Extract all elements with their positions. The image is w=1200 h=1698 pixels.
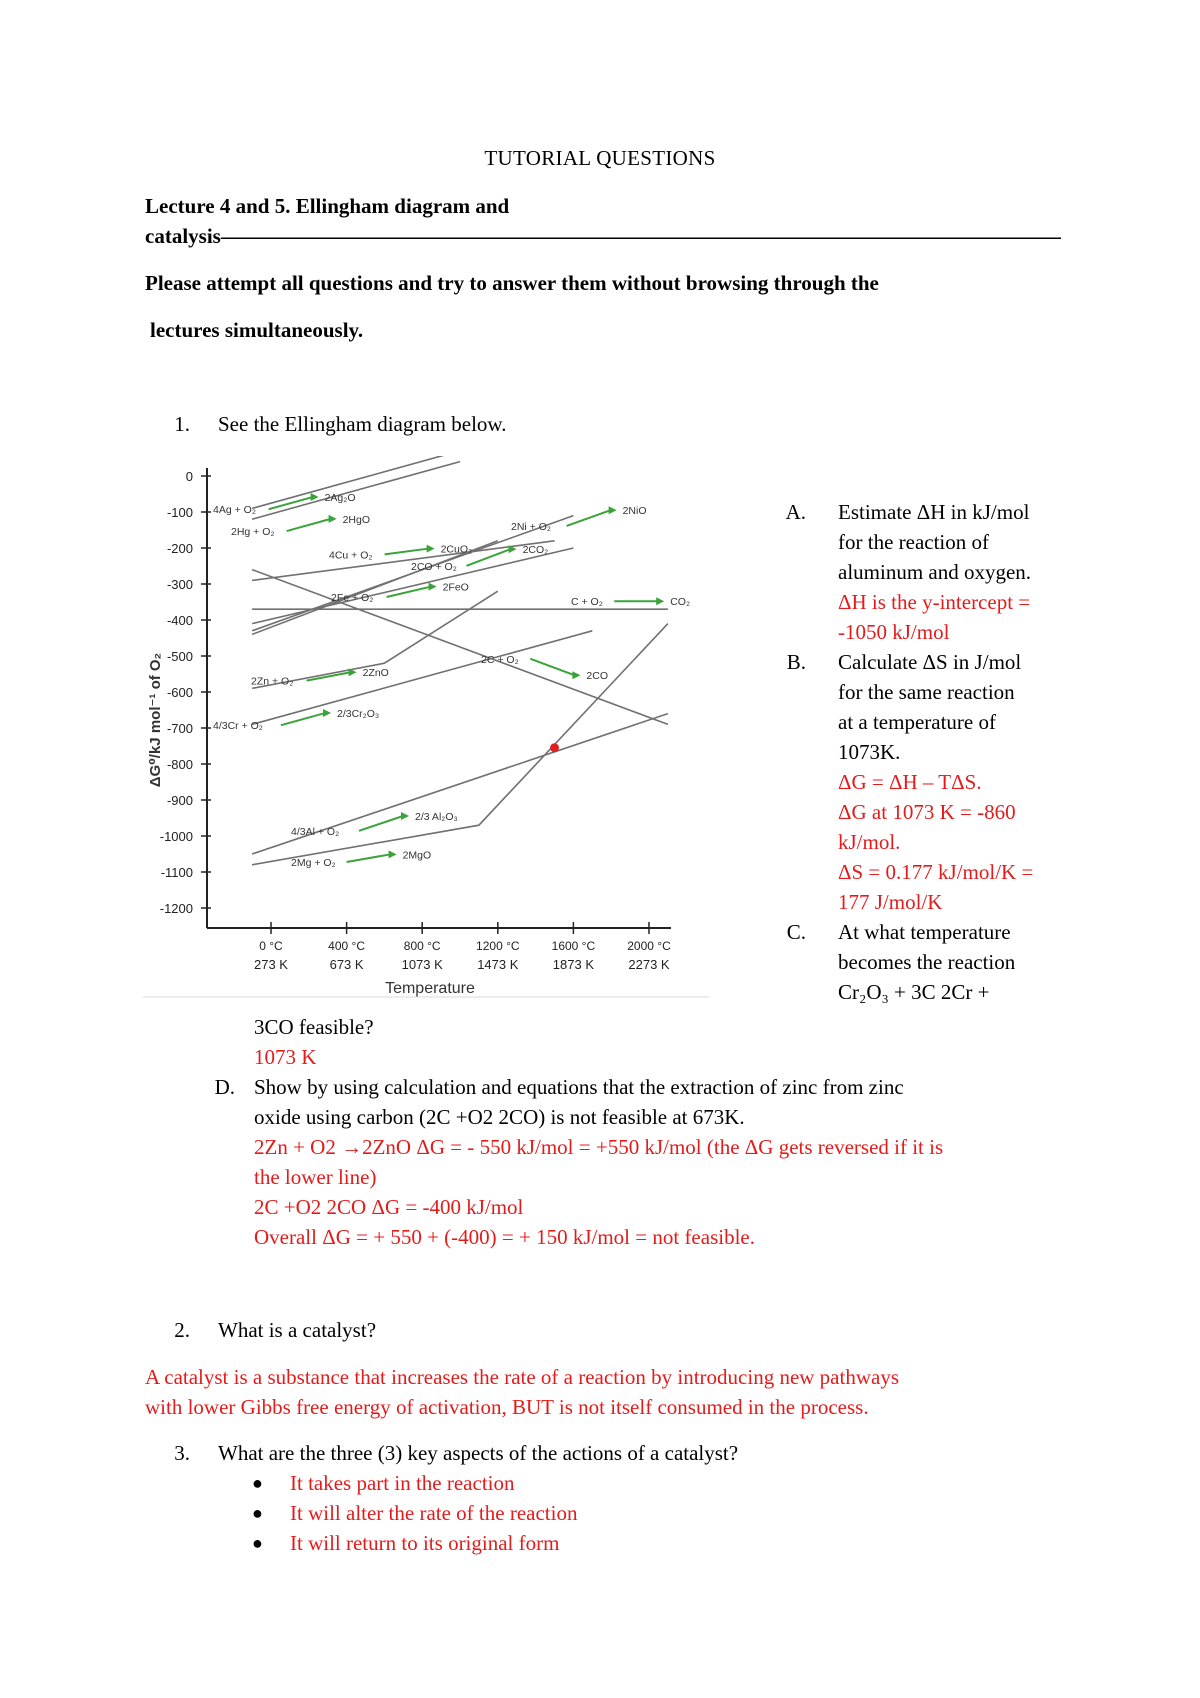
q2-answer-1: A catalyst is a substance that increases the rate of a reaction by introducing new pathways bbox=[145, 1365, 899, 1389]
part-d-text-1: Show by using calculation and equations that the extraction of zinc from zinc bbox=[254, 1075, 904, 1099]
x-tick-label-celsius: 2000 °C bbox=[627, 939, 671, 953]
reactant-label: 4Ag + O₂ bbox=[213, 504, 256, 517]
product-label: 2MgO bbox=[402, 849, 432, 862]
product-label: 2HgO bbox=[342, 513, 371, 526]
reactant-label: 4Cu + O₂ bbox=[329, 549, 373, 562]
ellingham-chart-svg bbox=[143, 452, 709, 998]
list-item: It will alter the rate of the reaction bbox=[290, 1501, 578, 1525]
y-tick-label: -1000 bbox=[159, 829, 193, 844]
part-letter: D. bbox=[214, 1075, 235, 1099]
page-title: TUTORIAL QUESTIONS bbox=[484, 146, 716, 170]
question-number: 3. bbox=[174, 1441, 190, 1465]
x-tick-label-celsius: 1200 °C bbox=[476, 939, 520, 953]
reactant-label: 2Ni + O₂ bbox=[511, 520, 551, 533]
part-b-answer-3: kJ/mol. bbox=[838, 830, 901, 854]
reactant-label: 2C + O₂ bbox=[481, 653, 519, 666]
part-c-text-3: Cr₂O₃ + 3C 2Cr + bbox=[838, 980, 990, 1004]
part-c-text-4: 3CO feasible? bbox=[254, 1015, 374, 1039]
x-tick-label-celsius: 1600 °C bbox=[551, 939, 596, 953]
part-b-answer-1: ΔG = ΔH – TΔS. bbox=[838, 770, 982, 794]
part-a-answer-2: -1050 kJ/mol bbox=[838, 620, 950, 644]
reactant-label: 2Mg + O₂ bbox=[291, 857, 336, 870]
y-tick-label: -100 bbox=[166, 505, 193, 520]
reactant-label: 4/3Al + O₂ bbox=[291, 825, 340, 838]
y-tick-label: -200 bbox=[166, 541, 193, 556]
part-d-answer-4: Overall ΔG = + 550 + (-400) = + 150 kJ/mol = not feasible. bbox=[254, 1225, 755, 1249]
part-d-answer-2: the lower line) bbox=[254, 1165, 377, 1189]
q2-answer-2: with lower Gibbs free energy of activation, BUT is not itself consumed in the process. bbox=[145, 1395, 869, 1419]
question-number: 1. bbox=[174, 412, 190, 436]
product-label: 2/3Cr₂O₃ bbox=[337, 708, 380, 721]
part-letter: B. bbox=[786, 650, 806, 674]
reactant-label: C + O₂ bbox=[571, 596, 603, 609]
intersection-marker bbox=[550, 743, 559, 752]
part-d-text-2: oxide using carbon (2C +O2 2CO) is not feasible at 673K. bbox=[254, 1105, 745, 1129]
question-number: 2. bbox=[174, 1318, 190, 1342]
part-a-text-2: for the reaction of bbox=[838, 530, 990, 554]
part-c-text-2: becomes the reaction bbox=[838, 950, 1016, 974]
x-tick-label-kelvin: 1073 K bbox=[401, 957, 443, 972]
part-d-answer-3: 2C +O2 2CO ΔG = -400 kJ/mol bbox=[254, 1195, 524, 1219]
reactant-label: 4/3Cr + O₂ bbox=[213, 720, 263, 733]
part-b-text-1: Calculate ΔS in J/mol bbox=[838, 650, 1022, 674]
bullet-icon: ● bbox=[252, 1533, 263, 1553]
y-tick-label: -700 bbox=[166, 721, 193, 736]
part-b-answer-5: 177 J/mol/K bbox=[838, 890, 943, 914]
product-label: 2Ag₂O bbox=[324, 492, 356, 505]
y-tick-label: 0 bbox=[185, 469, 193, 484]
part-c-text-1: At what temperature bbox=[838, 920, 1011, 944]
part-b-answer-2: ΔG at 1073 K = -860 bbox=[838, 800, 1016, 824]
reactant-label: 2Zn + O₂ bbox=[251, 675, 294, 688]
y-tick-label: -1100 bbox=[160, 865, 193, 880]
question-text: What is a catalyst? bbox=[218, 1318, 377, 1342]
part-b-text-3: at a temperature of bbox=[838, 710, 996, 734]
product-label: 2FeO bbox=[442, 581, 469, 594]
product-label: 2CO bbox=[586, 670, 608, 683]
x-tick-label-celsius: 0 °C bbox=[259, 939, 283, 953]
product-label: 2ZnO bbox=[362, 667, 389, 680]
x-tick-label-celsius: 800 °C bbox=[403, 939, 441, 953]
x-tick-label-kelvin: 2273 K bbox=[628, 957, 670, 972]
lecture-heading-continued: catalysis———————————————————————————————————————— bbox=[145, 224, 1061, 248]
product-label: 2CO₂ bbox=[522, 544, 549, 557]
y-tick-label: -500 bbox=[166, 649, 193, 664]
product-label: 2NiO bbox=[622, 505, 647, 518]
y-tick-label: -600 bbox=[166, 685, 193, 700]
y-tick-label: -1200 bbox=[159, 901, 193, 916]
product-label: 2CuO₂ bbox=[440, 543, 473, 556]
part-c-answer: 1073 K bbox=[254, 1045, 317, 1069]
bullet-icon: ● bbox=[252, 1473, 263, 1493]
part-b-answer-4: ΔS = 0.177 kJ/mol/K = bbox=[838, 860, 1034, 884]
product-label: CO₂ bbox=[670, 596, 691, 609]
x-tick-label-kelvin: 673 K bbox=[329, 957, 364, 972]
product-label: 2/3 Al₂O₃ bbox=[415, 811, 458, 824]
part-a-answer-1: ΔH is the y-intercept = bbox=[838, 590, 1031, 614]
part-letter: A. bbox=[785, 500, 806, 524]
part-a-text-3: aluminum and oxygen. bbox=[838, 560, 1032, 584]
part-d-answer-1: 2Zn + O2 →2ZnO ΔG = - 550 kJ/mol = +550 kJ/mol (the ΔG gets reversed if it is bbox=[254, 1135, 944, 1159]
y-tick-label: -400 bbox=[166, 613, 193, 628]
list-item: It will return to its original form bbox=[290, 1531, 560, 1555]
x-tick-label-celsius: 400 °C bbox=[328, 939, 366, 953]
lecture-heading: Lecture 4 and 5. Ellingham diagram and bbox=[145, 194, 510, 218]
part-b-text-2: for the same reaction bbox=[838, 680, 1015, 704]
part-a-text-1: Estimate ΔH in kJ/mol bbox=[838, 500, 1030, 524]
reactant-label: 2CO + O₂ bbox=[411, 560, 457, 573]
instructions: Please attempt all questions and try to answer them without browsing through the bbox=[145, 271, 879, 295]
part-letter: C. bbox=[786, 920, 806, 944]
list-item: It takes part in the reaction bbox=[290, 1471, 515, 1495]
y-tick-label: -300 bbox=[166, 577, 193, 592]
question-text: What are the three (3) key aspects of the actions of a catalyst? bbox=[218, 1441, 739, 1465]
y-tick-label: -800 bbox=[166, 757, 193, 772]
y-axis-label: ΔG⁰/kJ mol⁻¹ of O₂ bbox=[147, 652, 164, 788]
x-tick-label-kelvin: 273 K bbox=[254, 957, 288, 972]
bullet-icon: ● bbox=[252, 1503, 263, 1523]
x-tick-label-kelvin: 1873 K bbox=[552, 957, 595, 972]
question-text: See the Ellingham diagram below. bbox=[218, 412, 507, 436]
part-b-text-4: 1073K. bbox=[838, 740, 901, 764]
ellingham-diagram bbox=[143, 452, 709, 998]
reactant-label: 2Fe + O₂ bbox=[331, 592, 374, 605]
y-tick-label: -900 bbox=[166, 793, 193, 808]
x-axis-label: Temperature bbox=[385, 980, 475, 997]
reactant-label: 2Hg + O₂ bbox=[231, 526, 275, 539]
x-tick-label-kelvin: 1473 K bbox=[477, 957, 519, 972]
instructions-continued: lectures simultaneously. bbox=[150, 318, 364, 342]
